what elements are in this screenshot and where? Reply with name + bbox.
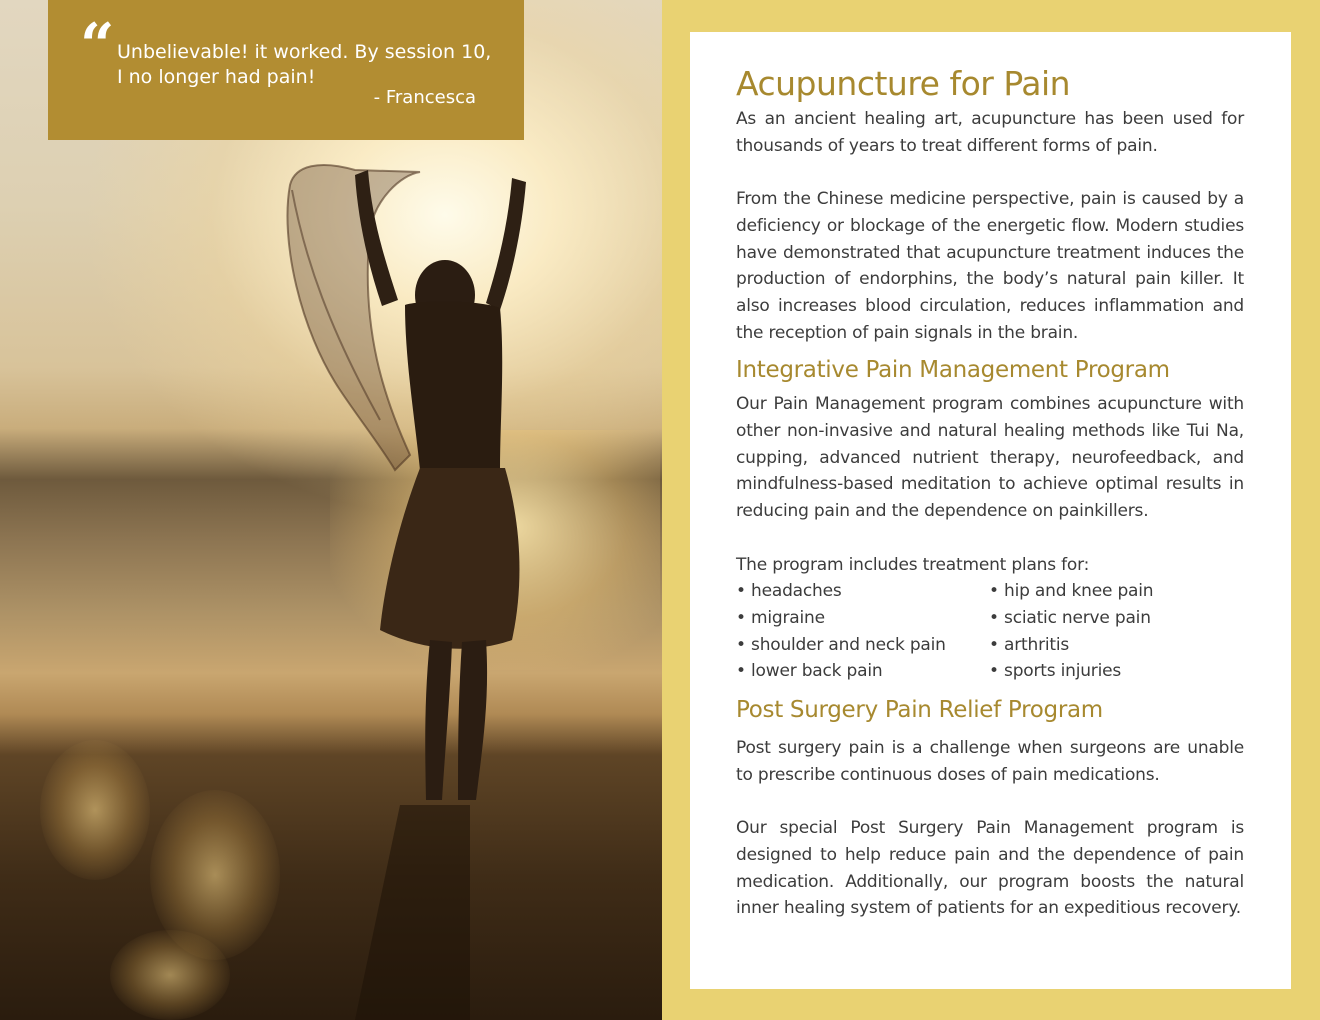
list-item: • arthritis [989,634,1070,655]
article-content [736,62,1244,922]
list-item: • headaches [736,581,842,602]
intro-paragraph: As an ancient healing art, acupuncture has been used for thousands of years to treat different forms of pain. [736,109,1244,156]
testimonial-box [48,0,524,140]
page-title: Acupuncture for Pain [736,64,1071,103]
list-item: • lower back pain [736,661,883,682]
testimonial-text: Unbelievable! it worked. By session 10, I no longer had pain! [117,41,492,88]
list-item: • migraine [736,607,825,628]
list-item: • shoulder and neck pain [736,634,946,655]
section-heading-integrative: Integrative Pain Management Program [736,357,1170,384]
list-item: • sciatic nerve pain [989,607,1151,628]
list-item: • sports injuries [989,661,1122,682]
treatment-plan-list [736,578,1244,685]
article-card [690,32,1291,989]
treatment-list-intro: The program includes treatment plans for: [736,554,1090,575]
section-heading-post-surgery: Post Surgery Pain Relief Program [736,697,1103,724]
intro-paragraph: From the Chinese medicine perspective, pain is caused by a deficiency or blockage of the energetic flow. Modern studies have demonstrated that acupuncture treatment induces the production of endorphins, the body’s natural pain killer. It also increases blood circulation, reduces inflammation and the reception of pain signals in the brain. [736,189,1244,343]
list-item: • hip and knee pain [989,581,1154,602]
quote-open-icon: “ [80,11,115,81]
testimonial-author: - Francesca [373,87,476,108]
post-surgery-paragraph: Our special Post Surgery Pain Management program is designed to help reduce pain and the dependence of pain medication. Additionally, our program boosts the natural inner healing system of patients for an expeditious recovery. [736,818,1244,919]
post-surgery-paragraph: Post surgery pain is a challenge when surgeons are unable to prescribe continuous doses of pain medications. [736,738,1244,785]
integrative-paragraph: Our Pain Management program combines acupuncture with other non-invasive and natural healing methods like Tui Na, cupping, advanced nutrient therapy, neurofeedback, and mindfulness-based meditation to achieve optimal results in reducing pain and the dependence on painkillers. [736,394,1244,522]
